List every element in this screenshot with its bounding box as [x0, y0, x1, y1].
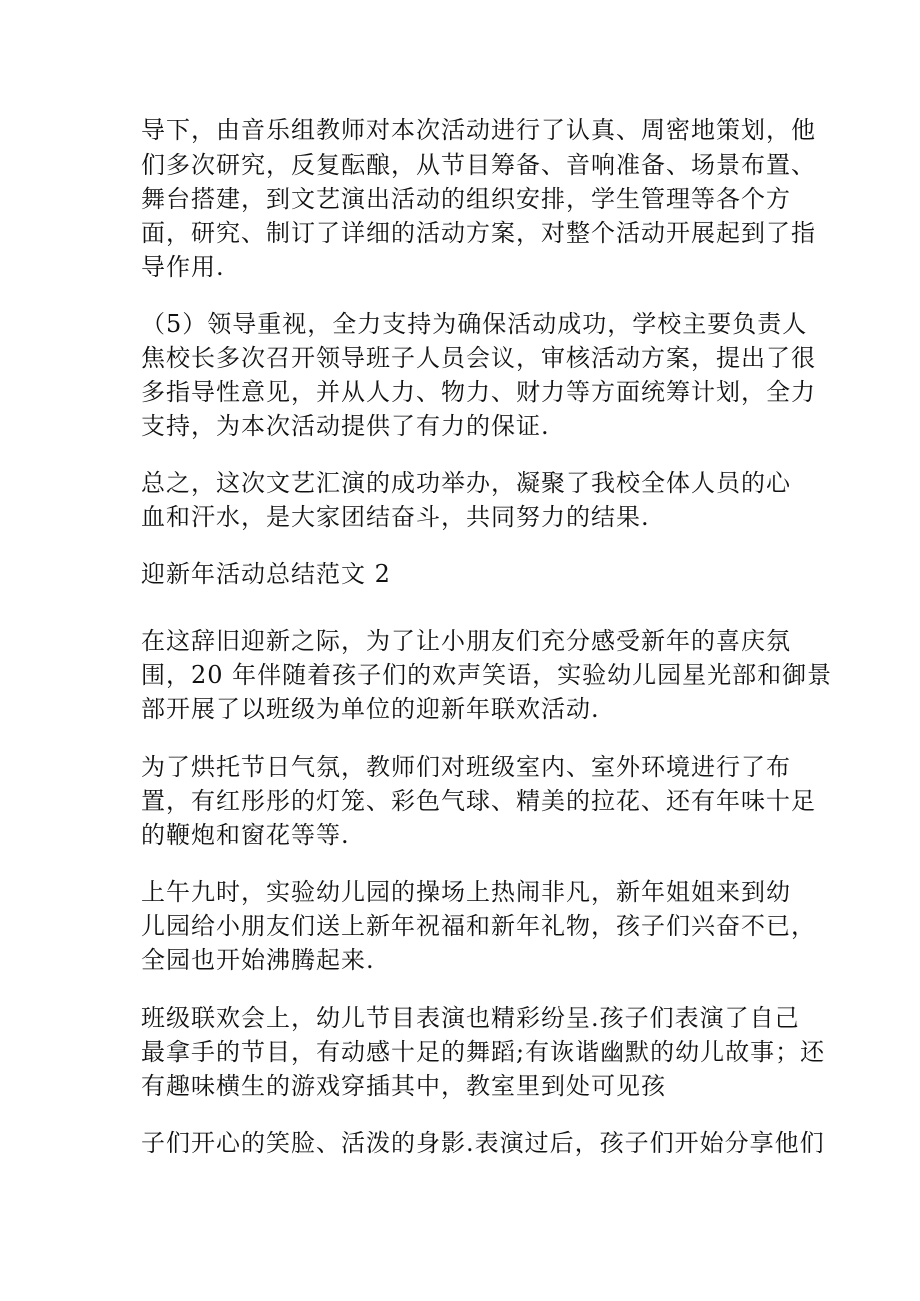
text-line: 最拿手的节目，有动感十足的舞蹈;有诙谐幽默的幼儿故事；还 — [141, 1038, 826, 1066]
text-line: 班级联欢会上，幼儿节目表演也精彩纷呈.孩子们表演了自己 — [141, 1004, 800, 1032]
text-line: 导作用. — [141, 253, 225, 281]
text-line: 有趣味横生的游戏穿插其中，教室里到处可见孩 — [141, 1072, 666, 1100]
text-line: （5）领导重视，全力支持为确保活动成功，学校主要负责人 — [141, 310, 808, 338]
text-line: 子们开心的笑脸、活泼的身影.表演过后，孩子们开始分享他们 — [141, 1129, 825, 1157]
text-line: 多指导性意见，并从人力、物力、财力等方面统筹计划，全力 — [141, 378, 816, 406]
section-heading: 迎新年活动总结范文 2 — [141, 560, 391, 588]
text-line: 上午九时，实验幼儿园的操场上热闹非凡，新年姐姐来到幼 — [141, 878, 791, 906]
text-line: 焦校长多次召开领导班子人员会议，审核活动方案，提出了很 — [141, 344, 816, 372]
text-line: 在这辞旧迎新之际，为了让小朋友们充分感受新年的喜庆氛 — [141, 627, 791, 655]
text-line: 全园也开始沸腾起来. — [141, 946, 375, 974]
text-line: 支持，为本次活动提供了有力的保证. — [141, 412, 550, 440]
text-line: 儿园给小朋友们送上新年祝福和新年礼物，孩子们兴奋不已， — [141, 912, 816, 940]
text-line: 置，有红彤彤的灯笼、彩色气球、精美的拉花、还有年味十足 — [141, 787, 816, 815]
text-line: 围，20 年伴随着孩子们的欢声笑语，实验幼儿园星光部和御景 — [141, 661, 833, 689]
text-line: 的鞭炮和窗花等等. — [141, 821, 350, 849]
text-line: 部开展了以班级为单位的迎新年联欢活动. — [141, 695, 600, 723]
text-line: 总之，这次文艺汇演的成功举办，凝聚了我校全体人员的心 — [141, 469, 791, 497]
text-line: 导下，由音乐组教师对本次活动进行了认真、周密地策划，他 — [141, 116, 816, 144]
text-line: 舞台搭建，到文艺演出活动的组织安排，学生管理等各个方 — [141, 185, 791, 213]
text-line: 面，研究、制订了详细的活动方案，对整个活动开展起到了指 — [141, 219, 816, 247]
text-line: 为了烘托节日气氛，教师们对班级室内、室外环境进行了布 — [141, 753, 791, 781]
text-line: 血和汗水，是大家团结奋斗，共同努力的结果. — [141, 503, 650, 531]
text-line: 们多次研究，反复酝酿，从节目筹备、音响准备、场景布置、 — [141, 151, 816, 179]
